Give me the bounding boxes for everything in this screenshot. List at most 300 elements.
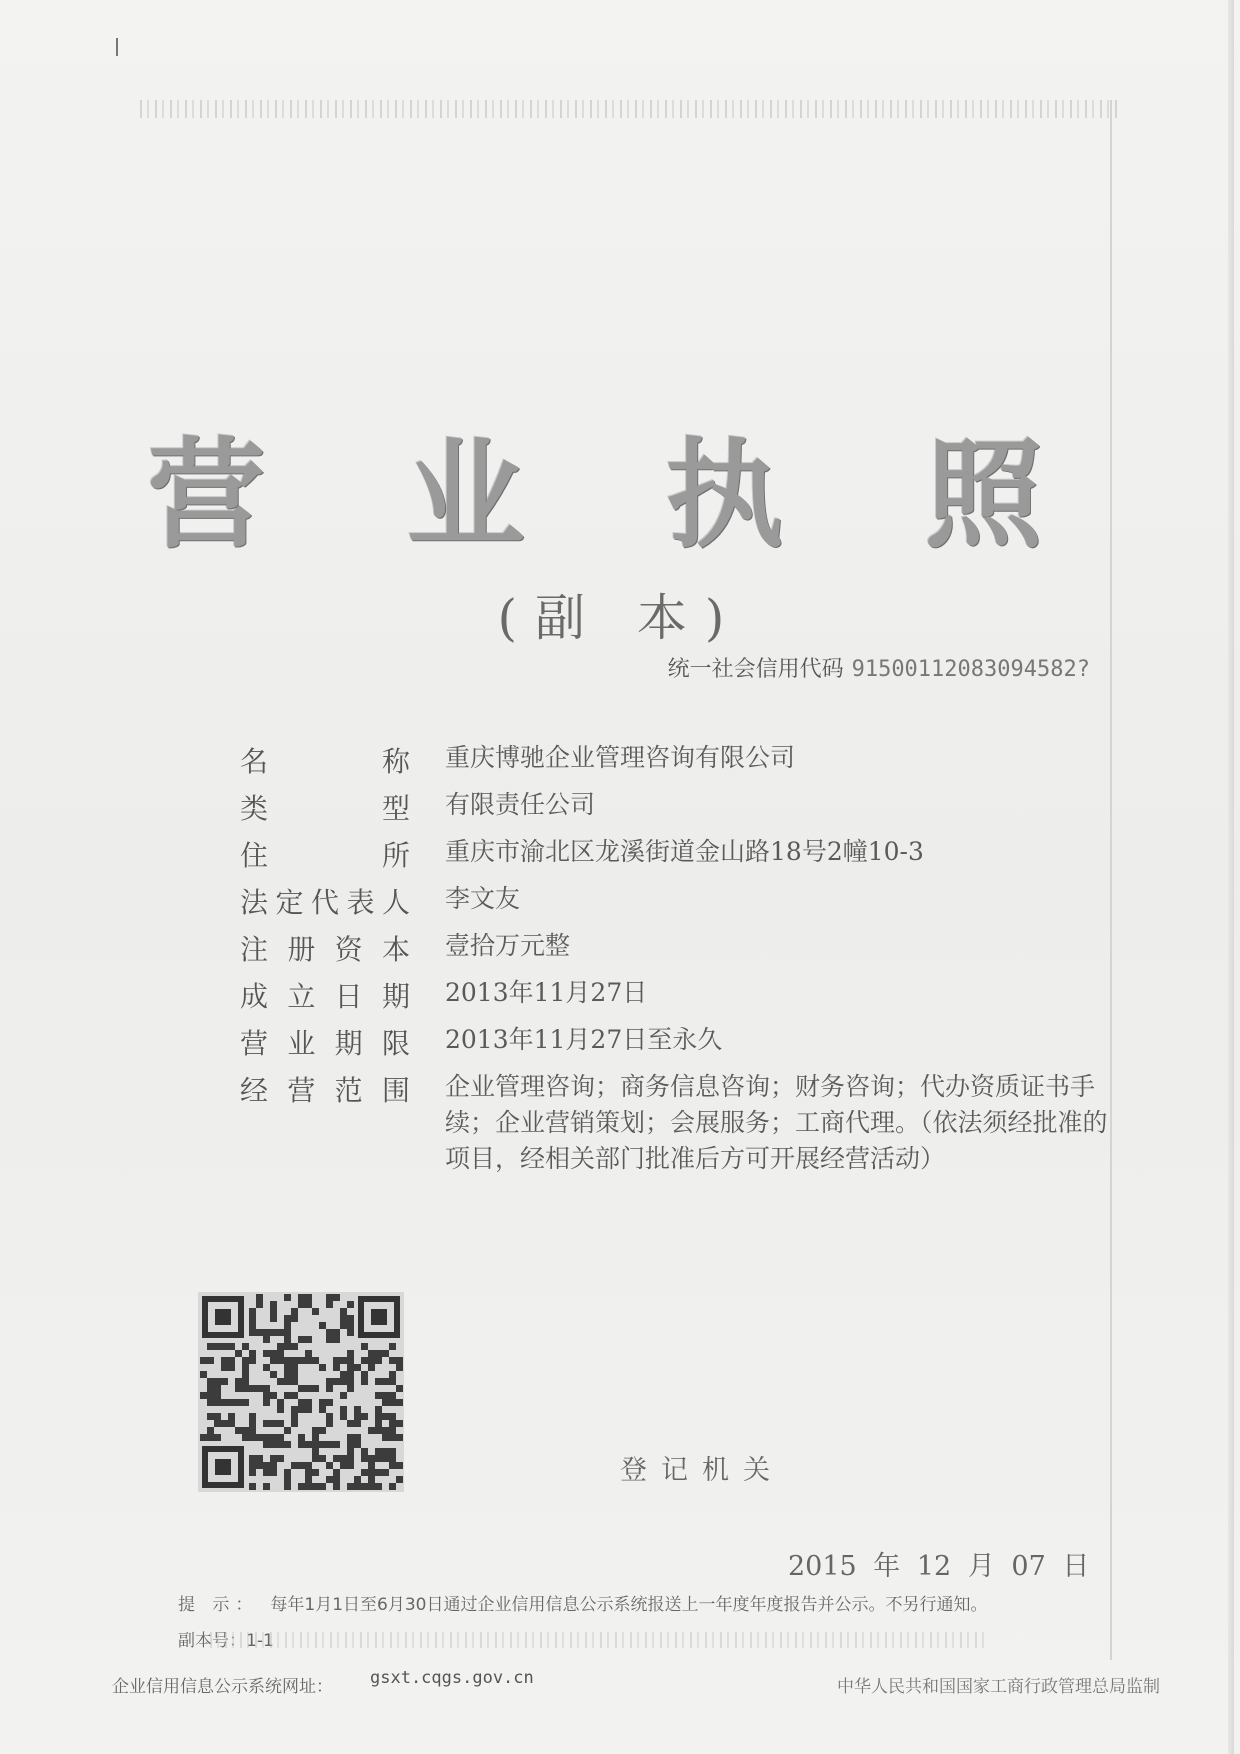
qr-module [347,1322,354,1329]
qr-module [326,1378,333,1385]
qr-module [375,1483,382,1490]
qr-module [319,1364,326,1371]
qr-module [312,1308,319,1315]
qr-module [347,1385,354,1392]
qr-module [263,1336,270,1343]
qr-module [228,1399,235,1406]
qr-module [375,1406,382,1413]
qr-module [228,1420,235,1427]
qr-module [368,1462,375,1469]
qr-module [347,1301,354,1308]
copy-number: 副本号：1-1 [178,1631,274,1651]
qr-module [340,1315,347,1322]
qr-module [270,1308,277,1315]
field-value: 重庆市渝北区龙溪街道金山路18号2幢10-3 [445,837,924,866]
qr-module [277,1441,284,1448]
qr-module [347,1378,354,1385]
qr-module [347,1448,354,1455]
qr-module [242,1385,249,1392]
qr-module [263,1420,270,1427]
qr-module [242,1399,249,1406]
qr-module [207,1392,214,1399]
qr-module [277,1378,284,1385]
qr-module [284,1357,291,1364]
qr-module [284,1476,291,1483]
qr-module [270,1350,277,1357]
qr-module [277,1399,284,1406]
qr-module [214,1420,221,1427]
qr-module [263,1350,270,1357]
qr-module [277,1406,284,1413]
qr-module [291,1378,298,1385]
qr-module [389,1357,396,1364]
qr-module [284,1427,291,1434]
qr-module [340,1392,347,1399]
qr-module [396,1364,403,1371]
qr-module [361,1371,368,1378]
qr-module [396,1434,403,1441]
qr-module [361,1455,368,1462]
qr-module [284,1294,291,1301]
qr-module [270,1301,277,1308]
qr-module [291,1406,298,1413]
qr-module [207,1385,214,1392]
qr-module [235,1378,242,1385]
qr-module [368,1364,375,1371]
qr-module [305,1462,312,1469]
qr-module [249,1308,256,1315]
qr-module [305,1476,312,1483]
qr-module [375,1413,382,1420]
qr-module [214,1392,221,1399]
qr-module [298,1406,305,1413]
qr-module [305,1336,312,1343]
qr-module [228,1343,235,1350]
qr-module [389,1392,396,1399]
qr-module [207,1378,214,1385]
qr-module [270,1371,277,1378]
qr-module [270,1357,277,1364]
qr-module [389,1427,396,1434]
qr-module [221,1420,228,1427]
qr-module [375,1350,382,1357]
qr-module [291,1462,298,1469]
qr-module [214,1434,221,1441]
scan-mark [116,38,118,56]
qr-module [333,1455,340,1462]
qr-module [284,1364,291,1371]
qr-module [389,1455,396,1462]
qr-module [277,1350,284,1357]
qr-module [249,1469,256,1476]
qr-module [298,1357,305,1364]
qr-module [396,1399,403,1406]
field-label: 经营范围 [240,1074,410,1107]
qr-module [389,1448,396,1455]
field-label: 名称 [240,745,410,778]
qr-module [200,1371,207,1378]
qr-module [361,1448,368,1455]
qr-module [256,1462,263,1469]
credit-code-line [668,652,1090,683]
qr-module [347,1441,354,1448]
qr-module [389,1483,396,1490]
qr-module [291,1392,298,1399]
qr-module [221,1357,228,1364]
qr-module [277,1343,284,1350]
qr-module [326,1420,333,1427]
qr-module [249,1329,256,1336]
qr-module [368,1357,375,1364]
qr-module [389,1420,396,1427]
qr-module [319,1483,326,1490]
notice-prefix: 提 示： [178,1595,259,1615]
field-label: 类型 [240,792,410,825]
qr-module [333,1476,340,1483]
qr-module [389,1413,396,1420]
qr-module [347,1420,354,1427]
qr-module [347,1434,354,1441]
qr-module [312,1385,319,1392]
qr-module [375,1420,382,1427]
qr-module [382,1427,389,1434]
field-value: 壹拾万元整 [445,931,571,960]
field-value: 企业管理咨询；商务信息咨询；财务咨询；代办资质证书手续；企业营销策划；会展服务；工商代理。（依法须经批准的项目，经相关部门批准后方可开展经营活动） [445,1072,1108,1173]
qr-module [249,1315,256,1322]
footer-system-label: 企业信用信息公示系统网址： [112,1677,333,1697]
document-subtitle: (副 本) [497,589,743,647]
qr-module [375,1455,382,1462]
qr-module [333,1469,340,1476]
qr-module [382,1392,389,1399]
qr-module [368,1455,375,1462]
qr-module [305,1301,312,1308]
issue-date: 2015 年 12 月 07 日 [788,1551,1090,1582]
qr-module [354,1364,361,1371]
top-border-pattern [140,100,1120,118]
field-label: 成立日期 [240,980,410,1013]
qr-module [333,1441,340,1448]
qr-module [263,1399,270,1406]
qr-code [198,1292,404,1492]
qr-module [221,1378,228,1385]
qr-module [333,1364,340,1371]
qr-module [333,1357,340,1364]
qr-module [326,1385,333,1392]
qr-module [382,1434,389,1441]
qr-module [277,1420,284,1427]
qr-module [284,1336,291,1343]
qr-module [382,1399,389,1406]
qr-module [389,1343,396,1350]
qr-module [200,1392,207,1399]
qr-module [389,1399,396,1406]
qr-module [270,1329,277,1336]
field-value: 2013年11月27日至永久 [445,1025,723,1054]
qr-module [270,1469,277,1476]
qr-module [305,1385,312,1392]
right-border-line [1110,100,1112,1660]
qr-module [214,1399,221,1406]
notice-line [178,1590,1138,1615]
qr-module [277,1434,284,1441]
qr-module [228,1364,235,1371]
qr-module [291,1357,298,1364]
qr-module [361,1469,368,1476]
qr-module [249,1357,256,1364]
qr-module [326,1462,333,1469]
qr-module [284,1441,291,1448]
qr-module [326,1476,333,1483]
qr-module [340,1322,347,1329]
qr-module [298,1385,305,1392]
qr-module [368,1469,375,1476]
qr-module [270,1434,277,1441]
qr-module [368,1483,375,1490]
qr-module [256,1455,263,1462]
qr-module [249,1434,256,1441]
qr-module [312,1357,319,1364]
qr-module [256,1434,263,1441]
page-edge [1228,0,1234,1754]
qr-module [333,1329,340,1336]
qr-module [382,1455,389,1462]
qr-module [214,1378,221,1385]
field-label: 法定代表人 [240,886,410,919]
qr-module [396,1357,403,1364]
qr-module [263,1392,270,1399]
qr-module [291,1371,298,1378]
qr-module [263,1483,270,1490]
qr-module [368,1476,375,1483]
qr-module [354,1483,361,1490]
qr-module [207,1357,214,1364]
qr-module [354,1441,361,1448]
qr-module [263,1329,270,1336]
qr-module [305,1469,312,1476]
qr-module [242,1434,249,1441]
field-value: 重庆博驰企业管理咨询有限公司 [445,743,796,772]
qr-module [207,1434,214,1441]
qr-module [263,1469,270,1476]
qr-module [270,1420,277,1427]
qr-module [340,1308,347,1315]
qr-module [319,1427,326,1434]
qr-module [284,1392,291,1399]
qr-module [256,1294,263,1301]
qr-module [277,1329,284,1336]
qr-module [256,1301,263,1308]
qr-module [284,1322,291,1329]
qr-module [263,1462,270,1469]
qr-module [354,1406,361,1413]
qr-module [284,1329,291,1336]
qr-module [235,1350,242,1357]
qr-module [305,1406,312,1413]
qr-module [214,1413,221,1420]
qr-module [263,1385,270,1392]
qr-module [326,1413,333,1420]
qr-module [305,1350,312,1357]
qr-module [270,1462,277,1469]
qr-module [284,1469,291,1476]
footer-url: gsxt.cqgs.gov.cn [370,1668,534,1688]
qr-module [291,1343,298,1350]
qr-module [242,1364,249,1371]
qr-module [347,1364,354,1371]
qr-module [242,1378,249,1385]
qr-module [375,1469,382,1476]
qr-module [368,1427,375,1434]
qr-module [242,1343,249,1350]
qr-module [284,1371,291,1378]
qr-module [382,1378,389,1385]
qr-module [347,1357,354,1364]
qr-module [326,1301,333,1308]
field-label: 住所 [240,839,410,872]
qr-module [312,1469,319,1476]
qr-module [305,1483,312,1490]
qr-module [375,1392,382,1399]
qr-module [235,1385,242,1392]
field-value: 李文友 [445,884,521,913]
qr-module [382,1469,389,1476]
qr-module [249,1350,256,1357]
qr-module [298,1483,305,1490]
qr-module [263,1441,270,1448]
qr-module [340,1455,347,1462]
qr-module [347,1483,354,1490]
qr-module [347,1462,354,1469]
qr-module [382,1413,389,1420]
qr-module [284,1315,291,1322]
qr-module [249,1427,256,1434]
qr-module [298,1301,305,1308]
qr-module [256,1329,263,1336]
credit-code-label: 统一社会信用代码 [667,657,844,682]
qr-module [396,1462,403,1469]
qr-module [347,1371,354,1378]
qr-module [256,1385,263,1392]
qr-module [207,1399,214,1406]
qr-module [242,1427,249,1434]
qr-module [361,1378,368,1385]
qr-module [235,1399,242,1406]
qr-module [214,1385,221,1392]
credit-code-value: 91500112083094582? [851,657,1090,682]
qr-module [347,1350,354,1357]
qr-module [340,1378,347,1385]
qr-module [270,1315,277,1322]
qr-module [200,1357,207,1364]
qr-module [312,1427,319,1434]
qr-module [249,1462,256,1469]
qr-module [277,1357,284,1364]
qr-module [396,1476,403,1483]
qr-module [305,1294,312,1301]
qr-module [340,1357,347,1364]
qr-module [382,1350,389,1357]
qr-module [354,1420,361,1427]
qr-module [214,1343,221,1350]
qr-module [221,1399,228,1406]
qr-module [249,1385,256,1392]
qr-module [389,1378,396,1385]
qr-module [333,1378,340,1385]
qr-module [270,1455,277,1462]
qr-module [249,1420,256,1427]
qr-module [249,1322,256,1329]
qr-module [207,1343,214,1350]
qr-module [270,1392,277,1399]
qr-module [319,1399,326,1406]
field-value: 2013年11月27日 [445,978,648,1007]
qr-module [375,1448,382,1455]
qr-module [263,1364,270,1371]
qr-module [291,1315,298,1322]
qr-module [361,1343,368,1350]
qr-module [319,1455,326,1462]
document-title: 营 业 执 照 [147,426,1093,564]
qr-module [312,1441,319,1448]
qr-module [249,1483,256,1490]
qr-module [340,1413,347,1420]
qr-module [340,1371,347,1378]
qr-finder-mark [202,1296,244,1338]
qr-module [347,1329,354,1336]
qr-module [361,1483,368,1490]
qr-module [326,1441,333,1448]
qr-module [242,1371,249,1378]
qr-module [354,1413,361,1420]
qr-module [263,1434,270,1441]
qr-module [389,1371,396,1378]
qr-module [375,1378,382,1385]
qr-finder-mark [358,1296,400,1338]
qr-module [200,1434,207,1441]
qr-module [298,1399,305,1406]
qr-module [389,1434,396,1441]
qr-module [305,1441,312,1448]
qr-module [312,1434,319,1441]
qr-module [396,1385,403,1392]
qr-module [298,1294,305,1301]
qr-module [347,1315,354,1322]
qr-finder-mark [202,1446,244,1488]
qr-module [291,1420,298,1427]
qr-module [305,1357,312,1364]
qr-module [347,1455,354,1462]
qr-module [326,1294,333,1301]
qr-module [242,1357,249,1364]
registration-authority: 登记机关 [620,1455,784,1486]
qr-module [382,1448,389,1455]
qr-module [333,1336,340,1343]
qr-module [389,1462,396,1469]
qr-module [291,1364,298,1371]
footer-issuer: 中华人民共和国国家工商行政管理总局监制 [837,1677,1160,1697]
qr-module [277,1455,284,1462]
bottom-border-pattern [210,1632,990,1648]
qr-module [284,1378,291,1385]
qr-module [368,1350,375,1357]
field-label: 营业期限 [240,1027,410,1060]
qr-module [361,1413,368,1420]
qr-module [326,1336,333,1343]
qr-module [207,1413,214,1420]
qr-module [221,1364,228,1371]
qr-module [298,1462,305,1469]
